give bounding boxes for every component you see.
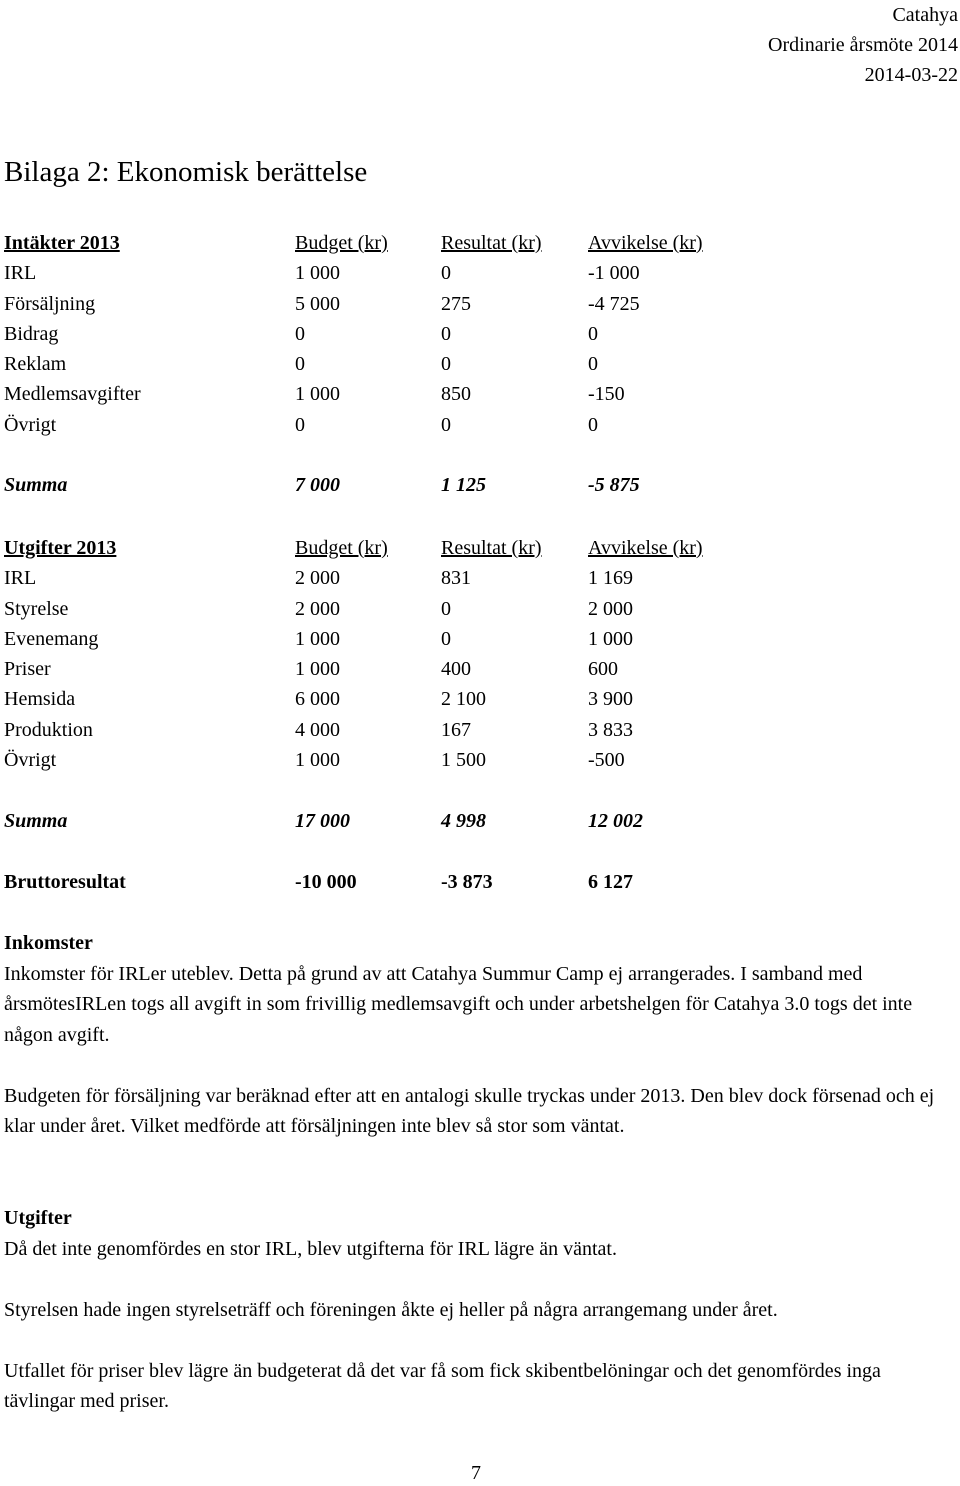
row-budget: 0	[295, 353, 305, 376]
row-result: 0	[441, 597, 451, 620]
income-section	[4, 928, 944, 1142]
brutto-deviation: 6 127	[588, 871, 633, 893]
row-deviation: 0	[588, 353, 598, 376]
row-result: 0	[441, 413, 451, 436]
expense-paragraph-1: Då det inte genomfördes en stor IRL, blev utgifterna för IRL lägre än väntat.	[4, 1237, 617, 1260]
expense-header-category: Utgifter 2013	[4, 537, 117, 559]
income-section-heading: Inkomster	[4, 932, 93, 954]
income-header-deviation: Avvikelse (kr)	[588, 232, 703, 254]
sum-budget: 17 000	[295, 809, 350, 832]
row-label: Styrelse	[4, 597, 69, 620]
row-label: Försäljning	[4, 292, 96, 315]
row-budget: 0	[295, 322, 305, 345]
expense-section	[4, 1203, 944, 1417]
row-result: 400	[441, 658, 471, 681]
row-label: Evenemang	[4, 627, 99, 650]
row-label: IRL	[4, 262, 37, 285]
row-result: 167	[441, 718, 471, 741]
sum-budget: 7 000	[295, 474, 340, 497]
row-budget: 1 000	[295, 262, 340, 285]
header-org: Catahya	[892, 4, 958, 26]
row-budget: 0	[295, 413, 305, 436]
row-deviation: 3 833	[588, 718, 633, 741]
row-label: Bidrag	[4, 322, 59, 345]
row-budget: 5 000	[295, 292, 340, 315]
row-deviation: 1 169	[588, 567, 633, 590]
expense-paragraph-3: Utfallet för priser blev lägre än budgeterat då det var få som fick skibentbelöningar och det genomfördes inga tävlingar med priser.	[4, 1359, 881, 1412]
brutto-result: -3 873	[441, 871, 493, 893]
row-deviation: 1 000	[588, 627, 633, 650]
expense-header-deviation: Avvikelse (kr)	[588, 537, 703, 559]
row-deviation: -500	[588, 749, 625, 772]
page-title: Bilaga 2: Ekonomisk berättelse	[4, 156, 368, 188]
row-label: Hemsida	[4, 688, 76, 711]
page-number: 7	[471, 1462, 481, 1484]
row-result: 2 100	[441, 688, 486, 711]
sum-result: 1 125	[441, 474, 486, 497]
row-result: 0	[441, 322, 451, 345]
row-budget: 6 000	[295, 688, 340, 711]
row-label: Medlemsavgifter	[4, 383, 141, 406]
row-label: Priser	[4, 658, 51, 681]
expense-header-budget: Budget (kr)	[295, 537, 388, 559]
sum-deviation: 12 002	[588, 809, 643, 832]
row-result: 0	[441, 262, 451, 285]
row-label: Övrigt	[4, 413, 57, 436]
row-label: Reklam	[4, 353, 67, 376]
income-header-category: Intäkter 2013	[4, 232, 120, 254]
row-deviation: 3 900	[588, 688, 633, 711]
brutto-budget: -10 000	[295, 871, 357, 893]
row-deviation: 0	[588, 322, 598, 345]
row-budget: 1 000	[295, 658, 340, 681]
header-date: 2014-03-22	[864, 64, 958, 86]
row-budget: 1 000	[295, 627, 340, 650]
income-paragraph-2: Budgeten för försäljning var beräknad efter att en antalogi skulle tryckas under 2013. Den blev dock försenad och ej klar under året. Vilket medförde att försäljningen inte blev så stor som väntat.	[4, 1084, 935, 1137]
row-label: Övrigt	[4, 749, 57, 772]
row-deviation: 600	[588, 658, 618, 681]
row-deviation: 2 000	[588, 597, 633, 620]
row-result: 831	[441, 567, 471, 590]
row-budget: 2 000	[295, 597, 340, 620]
row-deviation: -1 000	[588, 262, 640, 285]
row-result: 0	[441, 627, 451, 650]
row-budget: 1 000	[295, 749, 340, 772]
sum-label: Summa	[4, 809, 68, 832]
row-deviation: -4 725	[588, 292, 640, 315]
row-result: 275	[441, 292, 471, 315]
expense-header-result: Resultat (kr)	[441, 537, 542, 559]
row-deviation: -150	[588, 383, 625, 406]
header-meeting: Ordinarie årsmöte 2014	[768, 34, 958, 56]
income-header-budget: Budget (kr)	[295, 232, 388, 254]
row-label: IRL	[4, 567, 37, 590]
document-header	[768, 0, 958, 90]
sum-deviation: -5 875	[588, 474, 640, 497]
row-deviation: 0	[588, 413, 598, 436]
row-budget: 4 000	[295, 718, 340, 741]
income-header-result: Resultat (kr)	[441, 232, 542, 254]
row-label: Produktion	[4, 718, 93, 741]
expense-paragraph-2: Styrelsen hade ingen styrelseträff och föreningen åkte ej heller på några arrangemang under året.	[4, 1298, 778, 1321]
row-result: 1 500	[441, 749, 486, 772]
row-result: 0	[441, 353, 451, 376]
brutto-label: Bruttoresultat	[4, 871, 126, 893]
row-budget: 2 000	[295, 567, 340, 590]
income-paragraph-1: Inkomster för IRLer uteblev. Detta på grund av att Catahya Summur Camp ej arrangerades. I samband med årsmötesIRLen togs all avgift in som frivillig medlemsavgift och under arbetshelgen för Catahya 3.0 togs det inte någon avgift.	[4, 962, 913, 1046]
expense-section-heading: Utgifter	[4, 1207, 72, 1229]
sum-label: Summa	[4, 474, 68, 497]
sum-result: 4 998	[441, 809, 486, 832]
row-result: 850	[441, 383, 471, 406]
row-budget: 1 000	[295, 383, 340, 406]
